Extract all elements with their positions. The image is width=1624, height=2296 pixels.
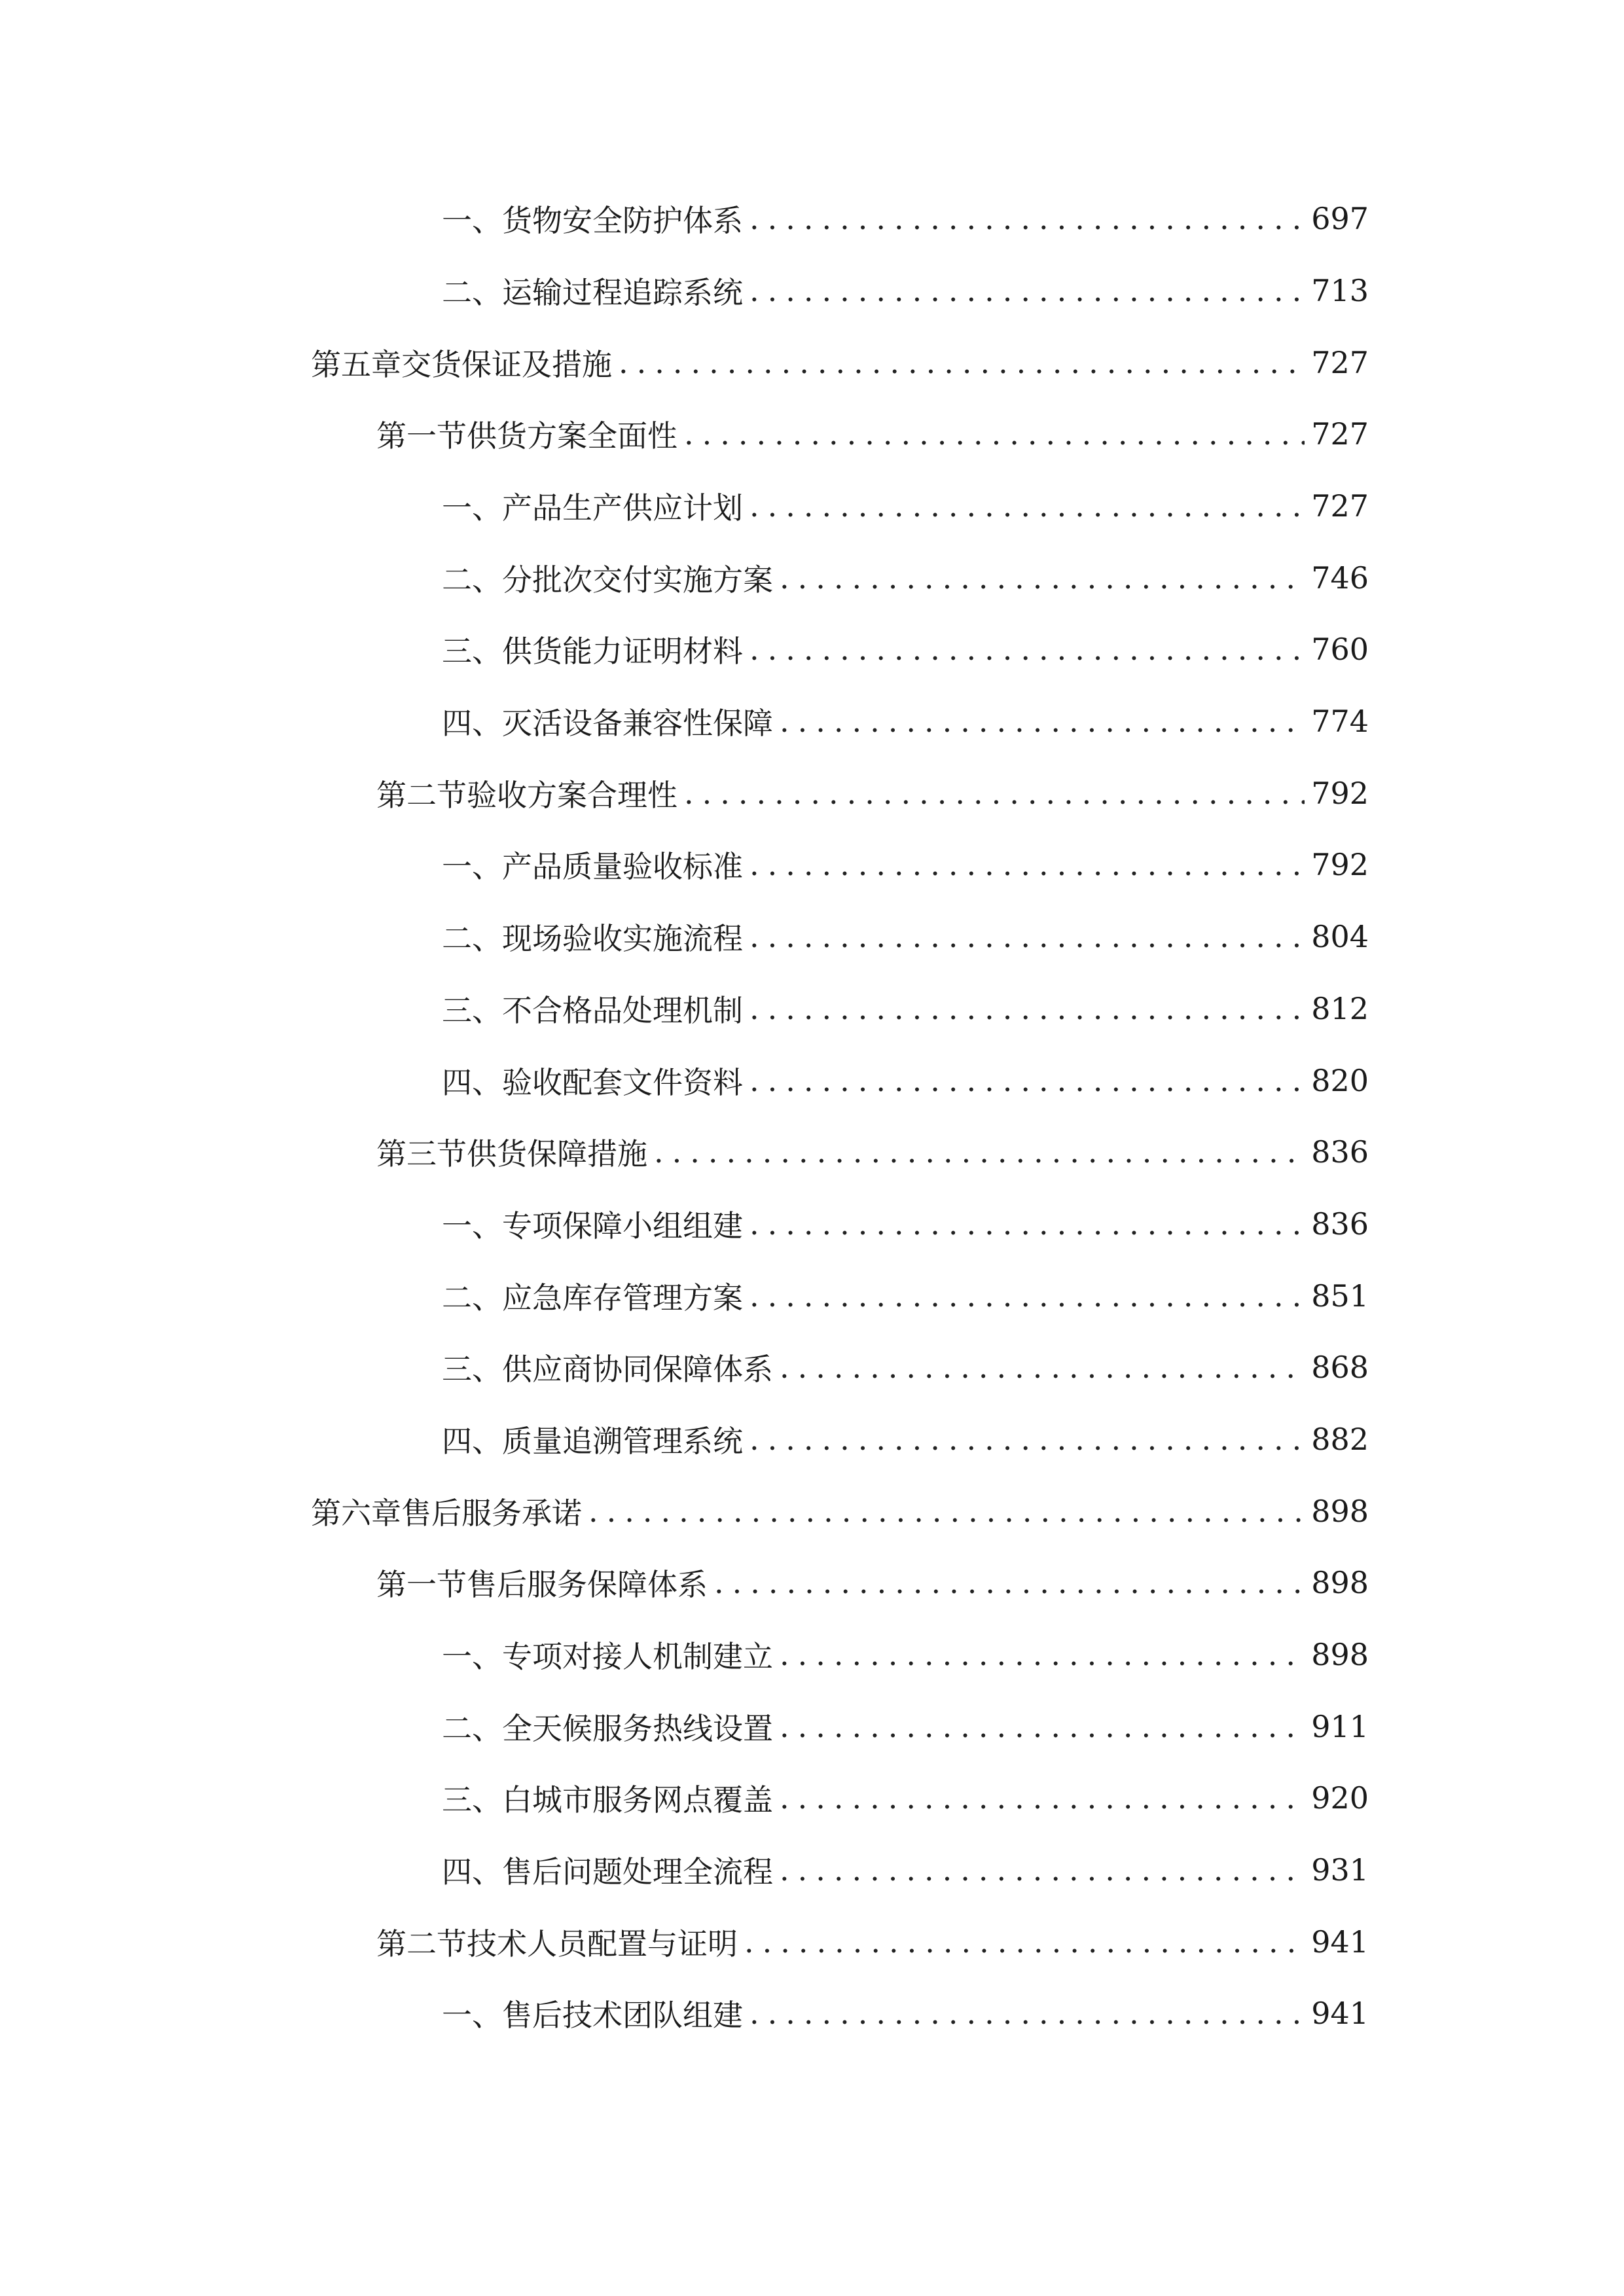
toc-entry-page: 727 — [1311, 416, 1369, 452]
toc-entry-page: 920 — [1311, 1780, 1369, 1816]
toc-entry-number: 三、 — [442, 634, 502, 669]
toc-entry-page: 727 — [1311, 345, 1369, 380]
toc-entry-title: 售后技术团队组建 — [502, 1998, 743, 2033]
toc-entry[interactable] — [442, 1198, 1369, 1250]
toc-entry[interactable] — [442, 480, 1369, 532]
dot-leader — [749, 845, 1305, 884]
toc-entry-page: 804 — [1311, 919, 1369, 954]
toc-entry[interactable] — [442, 695, 1369, 747]
toc-entry[interactable] — [442, 623, 1369, 675]
toc-entry[interactable] — [442, 1987, 1369, 2039]
toc-entry[interactable] — [442, 982, 1369, 1035]
toc-entry-page: 820 — [1311, 1063, 1369, 1098]
toc-entry-number: 第三节 — [376, 1136, 467, 1172]
toc-entry-title: 验收方案合理性 — [467, 778, 677, 813]
toc-entry-number: 一、 — [442, 1208, 502, 1244]
toc-entry-number: 一、 — [442, 1639, 502, 1674]
toc-entry-title: 售后问题处理全流程 — [502, 1854, 773, 1890]
toc-entry[interactable] — [442, 838, 1369, 891]
toc-entry-page: 760 — [1311, 632, 1369, 667]
dot-leader — [714, 1563, 1305, 1602]
toc-entry[interactable] — [442, 1054, 1369, 1107]
toc-entry[interactable] — [442, 1700, 1369, 1753]
toc-entry-page: 774 — [1311, 704, 1369, 739]
toc-entry-number: 一、 — [442, 1998, 502, 2033]
toc-entry-title: 交货保证及措施 — [401, 347, 612, 382]
toc-entry-page: 792 — [1311, 776, 1369, 811]
toc-entry[interactable] — [442, 1628, 1369, 1681]
dot-leader — [619, 343, 1305, 382]
toc-entry-number: 第六章 — [311, 1496, 401, 1531]
toc-entry-page: 792 — [1311, 847, 1369, 882]
dot-leader — [588, 1492, 1305, 1531]
toc-entry-page: 941 — [1311, 1996, 1369, 2031]
toc-entry-title: 供应商协同保障体系 — [502, 1352, 773, 1387]
toc-entry-title: 现场验收实施流程 — [502, 921, 743, 956]
toc-entry-title: 专项保障小组组建 — [502, 1208, 743, 1244]
toc-entry-page: 911 — [1311, 1709, 1369, 1744]
toc-entry-number: 二、 — [442, 1280, 502, 1316]
dot-leader — [780, 1348, 1305, 1387]
dot-leader — [684, 414, 1305, 454]
dot-leader — [780, 1850, 1305, 1890]
toc-entry-number: 二、 — [442, 921, 502, 956]
toc-entry-page: 697 — [1311, 201, 1369, 236]
toc-entry-page: 836 — [1311, 1134, 1369, 1170]
toc-entry[interactable] — [442, 552, 1369, 604]
toc-entry[interactable] — [442, 1270, 1369, 1322]
dot-leader — [749, 486, 1305, 526]
toc-entry[interactable] — [442, 1772, 1369, 1824]
toc-entry-section[interactable] — [376, 1916, 1369, 1968]
toc-entry-number: 二、 — [442, 275, 502, 310]
toc-entry-page: 941 — [1311, 1924, 1369, 1960]
toc-entry-section[interactable] — [376, 408, 1369, 460]
toc-entry-section[interactable] — [376, 767, 1369, 819]
toc-entry-number: 一、 — [442, 203, 502, 238]
toc-entry-number: 二、 — [442, 562, 502, 598]
toc-entry-page: 931 — [1311, 1852, 1369, 1888]
toc-entry-section[interactable] — [376, 1126, 1369, 1178]
dot-leader — [749, 1204, 1305, 1244]
toc-entry-page: 812 — [1311, 991, 1369, 1026]
toc-entry-number: 第五章 — [311, 347, 401, 382]
toc-entry[interactable] — [442, 192, 1369, 245]
toc-entry-page: 746 — [1311, 560, 1369, 596]
dot-leader — [780, 1635, 1305, 1674]
toc-entry-title: 质量追溯管理系统 — [502, 1424, 743, 1459]
toc-entry-section[interactable] — [376, 1556, 1369, 1609]
dot-leader — [749, 199, 1305, 238]
dot-leader — [749, 271, 1305, 310]
toc-entry-title: 产品质量验收标准 — [502, 849, 743, 884]
dot-leader — [749, 1420, 1305, 1459]
toc-entry-number: 一、 — [442, 849, 502, 884]
toc-entry-number: 四、 — [442, 1424, 502, 1459]
toc-entry-title: 灭活设备兼容性保障 — [502, 706, 773, 741]
toc-entry-title: 专项对接人机制建立 — [502, 1639, 773, 1674]
toc-entry-chapter[interactable] — [311, 1485, 1369, 1537]
toc-entry-title: 白城市服务网点覆盖 — [502, 1782, 773, 1818]
toc-entry-title: 运输过程追踪系统 — [502, 275, 743, 310]
toc-entry[interactable] — [442, 1413, 1369, 1465]
toc-entry-page: 882 — [1311, 1422, 1369, 1457]
dot-leader — [780, 558, 1305, 598]
toc-entry-title: 技术人员配置与证明 — [467, 1926, 738, 1962]
toc-entry-page: 898 — [1311, 1494, 1369, 1529]
dot-leader — [780, 1707, 1305, 1746]
toc-entry-number: 四、 — [442, 706, 502, 741]
toc-entry-title: 不合格品处理机制 — [502, 993, 743, 1028]
toc-entry-title: 验收配套文件资料 — [502, 1065, 743, 1100]
toc-entry-title: 货物安全防护体系 — [502, 203, 743, 238]
toc-entry-number: 四、 — [442, 1854, 502, 1890]
toc-entry-number: 第一节 — [376, 1567, 467, 1602]
toc-entry[interactable] — [442, 1844, 1369, 1896]
toc-entry-title: 售后服务保障体系 — [467, 1567, 708, 1602]
toc-entry-title: 供货方案全面性 — [467, 418, 677, 454]
toc-entry-page: 898 — [1311, 1637, 1369, 1672]
toc-entry-title: 供货能力证明材料 — [502, 634, 743, 669]
dot-leader — [654, 1132, 1305, 1172]
toc-entry[interactable] — [442, 910, 1369, 963]
toc-entry-title: 分批次交付实施方案 — [502, 562, 773, 598]
toc-entry[interactable] — [442, 264, 1369, 317]
toc-entry-title: 供货保障措施 — [467, 1136, 647, 1172]
dot-leader — [780, 702, 1305, 741]
dot-leader — [749, 1061, 1305, 1100]
toc-entry-page: 836 — [1311, 1206, 1369, 1242]
dot-leader — [749, 1276, 1305, 1316]
toc-entry-number: 三、 — [442, 993, 502, 1028]
dot-leader — [749, 989, 1305, 1028]
toc-entry-page: 727 — [1311, 488, 1369, 524]
toc-entry-page: 851 — [1311, 1278, 1369, 1314]
toc-entry-page: 868 — [1311, 1350, 1369, 1385]
toc-entry-number: 第二节 — [376, 1926, 467, 1962]
toc-entry-number: 四、 — [442, 1065, 502, 1100]
toc-entry-number: 二、 — [442, 1711, 502, 1746]
dot-leader — [749, 1994, 1305, 2033]
toc-entry-title: 售后服务承诺 — [401, 1496, 582, 1531]
toc-entry-title: 产品生产供应计划 — [502, 490, 743, 526]
toc-entry-number: 第一节 — [376, 418, 467, 454]
dot-leader — [780, 1778, 1305, 1818]
toc-entry[interactable] — [442, 1341, 1369, 1393]
toc-entry-page: 713 — [1311, 273, 1369, 308]
toc-entry-chapter[interactable] — [311, 336, 1369, 389]
dot-leader — [744, 1922, 1305, 1962]
toc-entry-title: 应急库存管理方案 — [502, 1280, 743, 1316]
toc-entry-number: 三、 — [442, 1782, 502, 1818]
toc-entry-number: 三、 — [442, 1352, 502, 1387]
dot-leader — [749, 917, 1305, 956]
toc-entry-number: 一、 — [442, 490, 502, 526]
dot-leader — [749, 630, 1305, 669]
dot-leader — [684, 774, 1305, 813]
toc-entry-page: 898 — [1311, 1565, 1369, 1600]
toc-entry-number: 第二节 — [376, 778, 467, 813]
toc-entry-title: 全天候服务热线设置 — [502, 1711, 773, 1746]
